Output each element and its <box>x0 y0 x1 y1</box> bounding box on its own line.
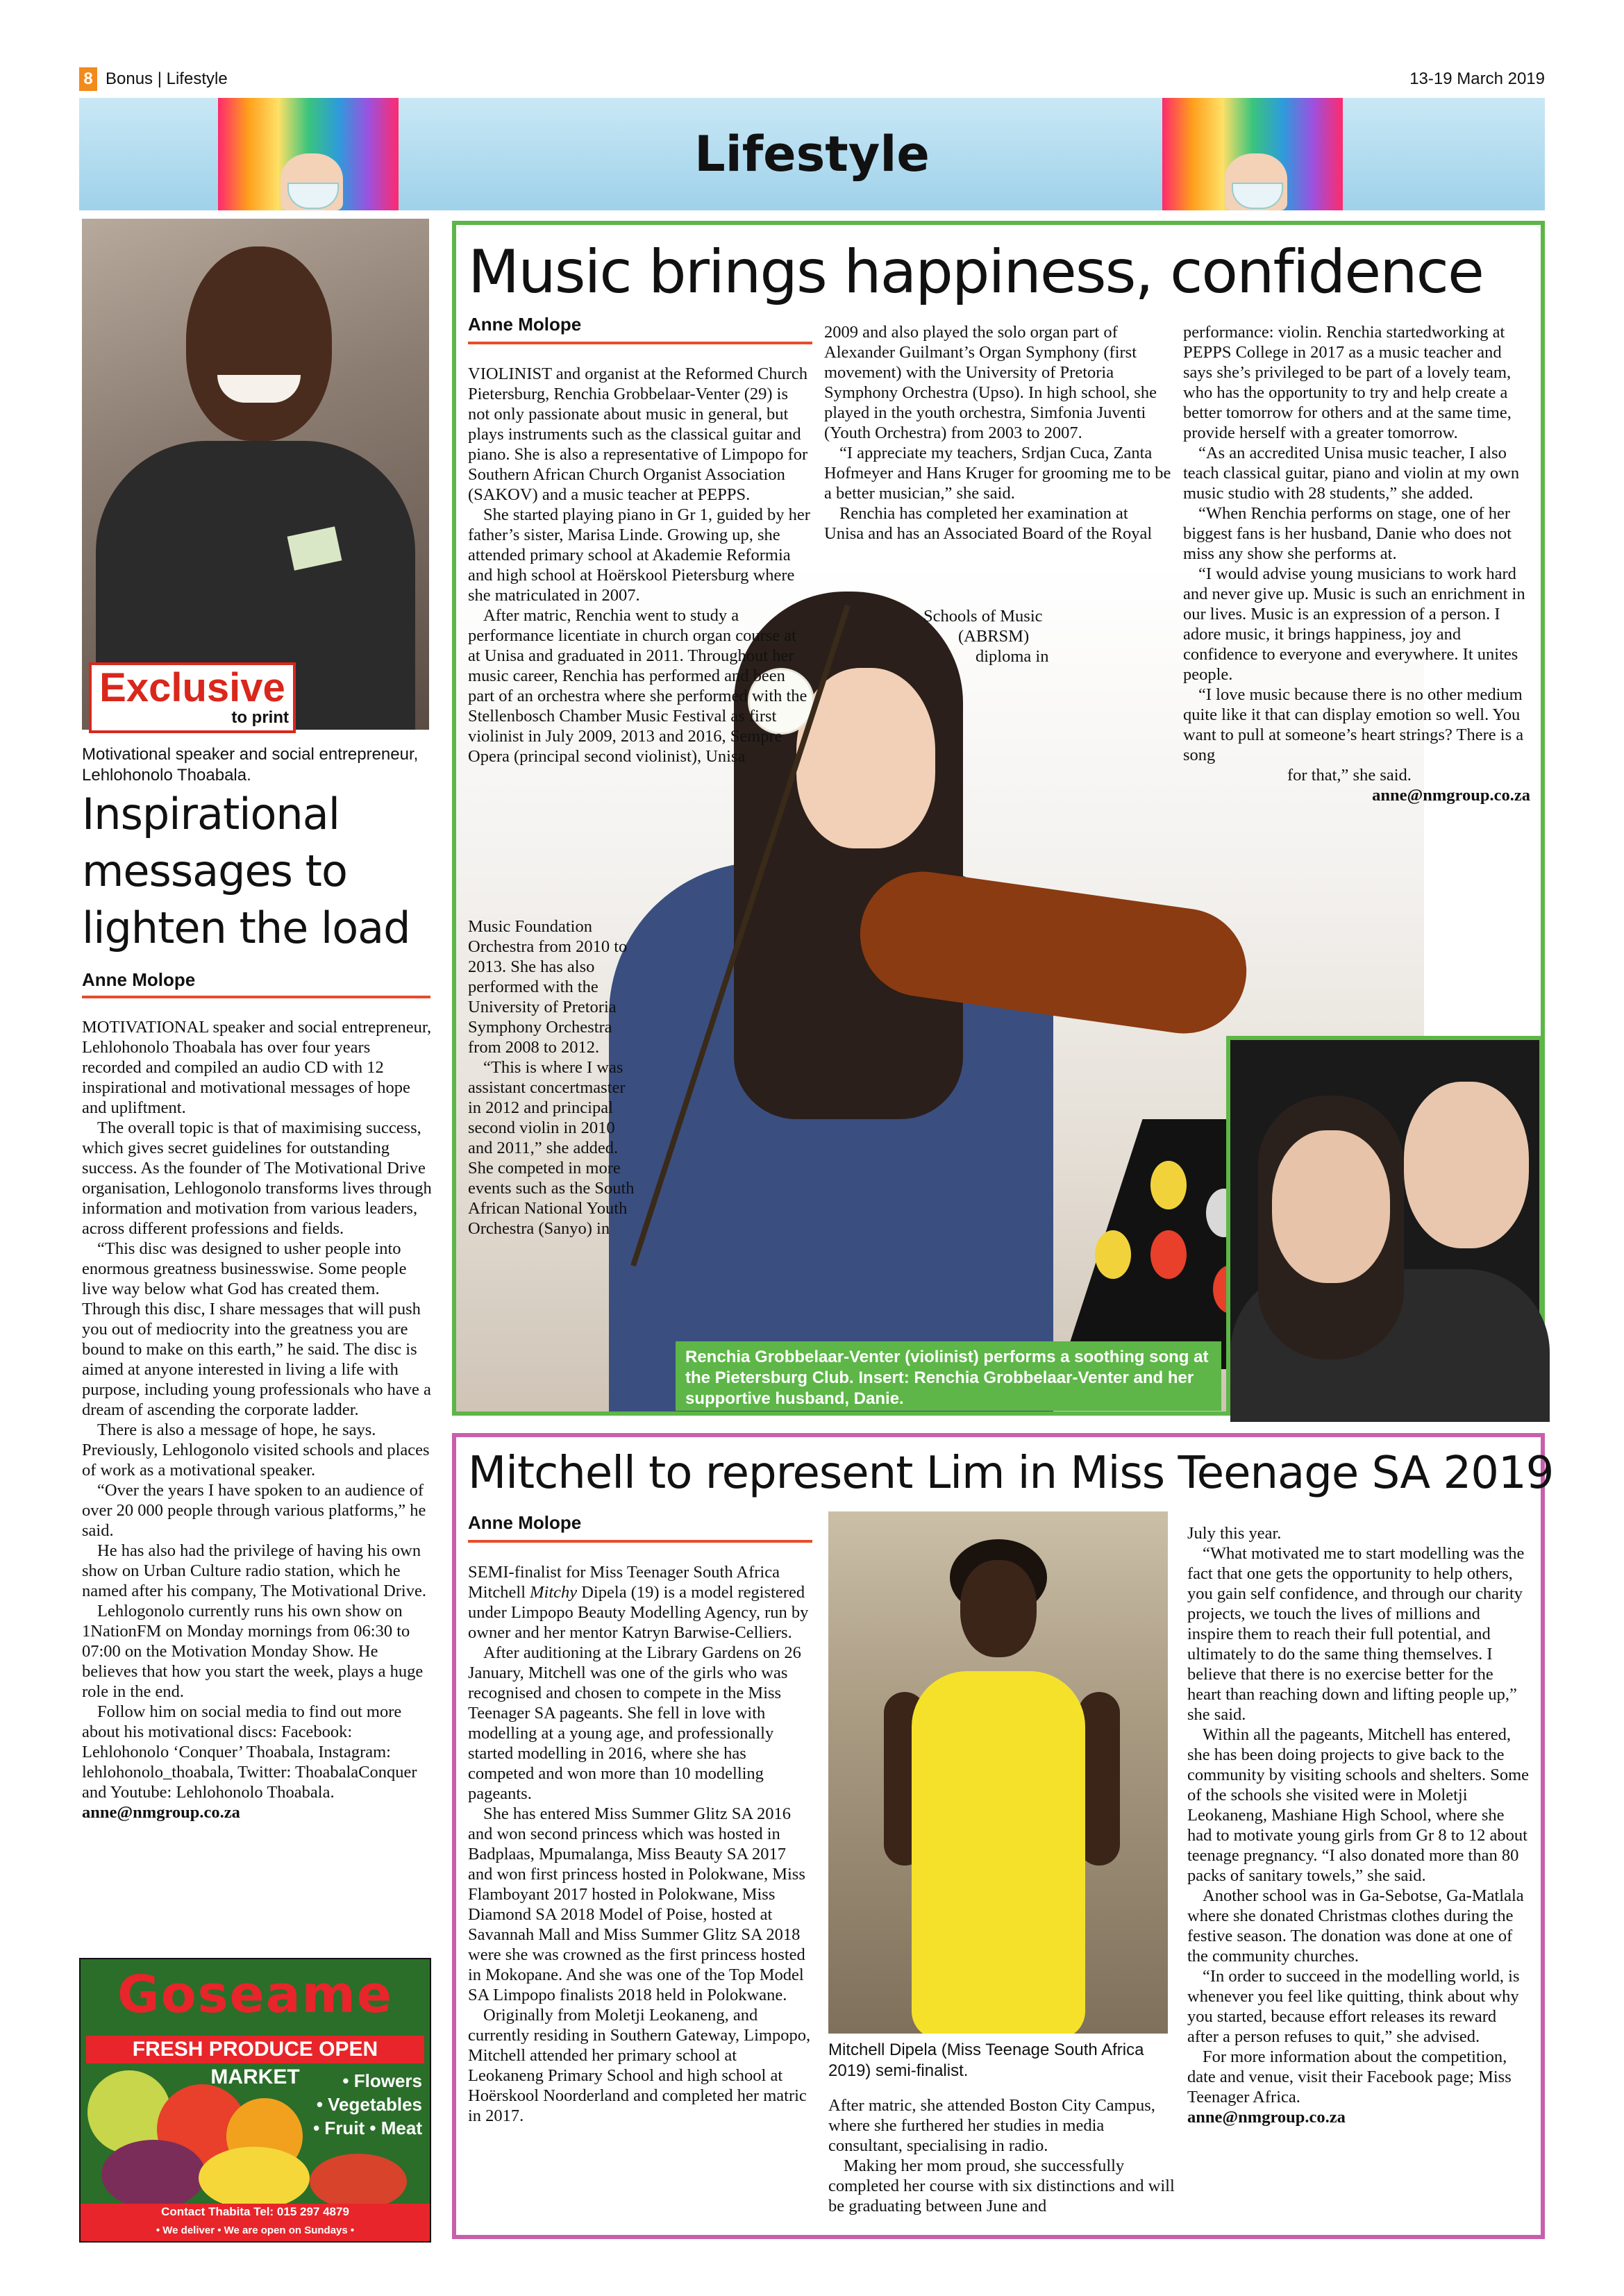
ad-item: • Flowers <box>342 2070 422 2091</box>
mitchell-headline: Mitchell to represent Lim in Miss Teenage SA 2019 <box>468 1448 1554 1499</box>
music-col2 <box>824 322 1171 544</box>
page-number: 8 <box>79 67 97 91</box>
body-paragraph: “I would advise young musicians to work hard and never give up. Music is such an enrichment in our lives. Music is an expression of a person. I adore music, it brings happiness, joy and confidence to everyone and everywhere. It unites people. <box>1183 564 1525 684</box>
body-paragraph: 2009 and also played the solo organ part of Alexander Guilmant’s Organ Symphony (first movement) with the University of Pretoria Symphony Orchestra (Upso). In high school, she played in the youth orchestra, Simfonia Juventi (Youth Orchestra) from 2003 to 2007. <box>824 323 1157 442</box>
body-paragraph: “I love music because there is no other medium quite like it that can display emotion so well. You want to pull at someone’s heart strings? There is a song <box>1183 685 1524 764</box>
sidebar-headline-line: Inspirational <box>82 789 340 839</box>
mitchell-photo <box>828 1511 1168 2034</box>
ad-item: • Fruit • Meat <box>313 2118 422 2138</box>
body-paragraph: “This is where I was assistant concertmaster in 2012 and principal second violin in 2010 and 2011,” she added. She competed in more events such as the South African National Youth Orchestra (Sanyo) in <box>468 1058 635 1238</box>
body-paragraph: Making her mom proud, she successfully completed her course with six distinctions and will be graduating between June and <box>828 2156 1175 2215</box>
body-paragraph: “Over the years I have spoken to an audience of over 20 000 people through various platforms,” he said. <box>82 1481 426 1540</box>
mitchell-col3 <box>1187 1523 1530 2127</box>
music-col1 <box>468 364 812 766</box>
body-paragraph: He has also had the privilege of having his own show on Urban Culture radio station, which he named after his company, The Motivational Drive. <box>82 1541 426 1600</box>
music-col2-tail <box>916 606 1146 667</box>
body-paragraph: After matric, she attended Boston City Campus, where she furthered her studies in media consultant, specialising in radio. <box>828 2096 1155 2155</box>
ad-delivery-note: • We deliver • We are open on Sundays • <box>81 2220 430 2241</box>
body-paragraph: “What motivated me to start modelling was the fact that one gets the opportunity to help others, you gain self confidence, and through our charity projects, we touch the lives of millions and inspire them to reach their full potential, and ultimately to do the same thing themselves. I believe that there is no exercise better for the heart than reaching down and lifting people up,” she said. <box>1187 1544 1525 1724</box>
body-paragraph: There is also a message of hope, he says. Previously, Lehlogonolo visited schools and places of work as a motivational speaker. <box>82 1421 430 1480</box>
ad-tomato-image <box>310 2154 407 2209</box>
body-paragraph: For more information about the competition, date and venue, visit their Facebook page; Miss Teenager Africa. <box>1187 2047 1512 2106</box>
mitchell-email: anne@nmgroup.co.za <box>1187 2108 1346 2127</box>
section-path: Bonus | Lifestyle <box>106 69 228 88</box>
body-paragraph: MOTIVATIONAL speaker and social entrepreneur, Lehlohonolo Thoabala has over four years recorded and compiled an audio CD with 12 inspirational and motivational messages of hope and upliftment. <box>82 1018 432 1117</box>
music-col3 <box>1183 322 1530 805</box>
body-paragraph: Another school was in Ga-Sebotse, Ga-Matlala where she donated Christmas clothes during the festive season. The donation was done at one of the community churches. <box>1187 1886 1524 1966</box>
music-col1-narrow <box>468 916 640 1239</box>
photo-face-shape <box>1404 1082 1529 1248</box>
sidebar-body <box>82 1017 433 1822</box>
body-paragraph: She has entered Miss Summer Glitz SA 2016 and won second princess which was hosted in Badplaas, Mpumalanga, Miss Beauty SA 2017 and won first princess hosted in Polokwane, Miss Flamboyant 2017 hosted in Polokwane, Miss Diamond SA 2018 Model of Poise, hosted at Savannah Mall and Miss Summer Glitz SA 2018 were she was crowned as the first princess hosted in Mokopane. And she was one of the Top Model SA Limpopo finalists 2018 held in Polokwane. <box>468 1804 805 2004</box>
thoabala-photo-caption: Motivational speaker and social entrepreneur, Lehlohonolo Thoabala. <box>82 745 419 785</box>
exclusive-sub: to print <box>231 708 289 727</box>
body-paragraph: “This disc was designed to usher people into enormous greatness businesswise. Some people live way below what God has created them. Through this disc, I share messages that will push you out of mediocrity into the greatness you are bound to make on this earth,” he said. The disc is aimed at anyone interested in living a life with purpose, including young professionals who have a dream of ascending the corporate ladder. <box>82 1239 431 1419</box>
photo-face-shape <box>960 1560 1037 1657</box>
banner-title: Lifestyle <box>694 126 930 183</box>
body-paragraph: “As an accredited Unisa music teacher, I also teach classical guitar, piano and violin at my own music studio with 28 students,” she added. <box>1183 444 1520 503</box>
page-header-left <box>79 65 228 93</box>
body-paragraph: Renchia has completed her examination at Unisa and has an Associated Board of the Royal <box>824 504 1153 543</box>
ad-brand-name: Goseame <box>117 1965 394 2025</box>
sidebar-byline-rule <box>82 996 430 998</box>
couple-insert-photo <box>1226 1036 1543 1414</box>
body-paragraph: “In order to succeed in the modelling world, is whenever you feel like quitting, think about why you started, because effort releases its reward after a person refuses to quit,” she advised. <box>1187 1967 1520 2046</box>
body-paragraph: Music Foundation Orchestra from 2010 to 2013. She has also performed with the University of Pretoria Symphony Orchestra from 2008 to 2012. <box>468 917 628 1057</box>
body-paragraph: She started playing piano in Gr 1, guided by her father’s sister, Marisa Linde. Growing up, she attended primary school at Akademie Reformia and high school at Hoërskool Pietersburg where she matriculated in 2007. <box>468 505 810 605</box>
ad-contact: Contact Thabita Tel: 015 297 4879 <box>81 2204 430 2220</box>
body-text: Dipela (19) is a model registered under Limpopo Beauty Modelling Agency, run by owner and her mentor Katryn Barwise-Celliers. <box>468 1583 809 1642</box>
issue-date: 13-19 March 2019 <box>1409 69 1545 88</box>
body-paragraph: “When Renchia performs on stage, one of her biggest fans is her husband, Danie who does not miss any show she performs at. <box>1183 504 1512 563</box>
mitchell-col1 <box>468 1562 812 2126</box>
photo-light-dot <box>1150 1161 1187 1209</box>
photo-face-shape <box>1272 1130 1390 1283</box>
goseame-advert <box>79 1958 431 2243</box>
body-text: SEMI-finalist for Miss Teenager South Africa Mitchell <box>468 1563 780 1602</box>
violinist-photo-caption: Renchia Grobbelaar-Venter (violinist) performs a soothing song at the Pietersburg Club. Insert: Renchia Grobbelaar-Venter and her supportive husband, Danie. <box>676 1341 1221 1411</box>
sidebar-headline-line: lighten the load <box>82 903 410 953</box>
body-line: (ABRSM) <box>958 627 1030 646</box>
body-line: for that,” she said. <box>1287 766 1412 785</box>
sidebar-headline-line: messages to <box>82 846 347 896</box>
ad-banana-image <box>199 2147 310 2209</box>
exclusive-badge <box>89 662 296 733</box>
body-paragraph: The overall topic is that of maximising success, which gives secret guidelines for outstanding success. As the founder of The Motivational Drive organisation, Lehlogonolo transforms lives through information and motivation from various leaders, across different professions and fields. <box>82 1118 432 1238</box>
sidebar-byline: Anne Molope <box>82 969 196 990</box>
body-paragraph: July this year. <box>1187 1524 1282 1543</box>
ad-item: • Vegetables <box>316 2094 422 2115</box>
ad-plums-image <box>101 2140 206 2209</box>
music-byline-rule <box>468 342 812 344</box>
ad-items <box>283 2069 422 2140</box>
body-line: diploma in <box>976 647 1049 666</box>
sidebar-headline <box>82 786 443 957</box>
body-paragraph: Originally from Moletji Leokaneng, and currently residing in Southern Gateway, Limpopo, Mitchell attended her primary school at Leokaneng Primary School and high school at Hoërskool Noorderland and completed her matric in 2017. <box>468 2006 811 2125</box>
photo-light-dot <box>1095 1230 1131 1279</box>
music-email: anne@nmgroup.co.za <box>1372 786 1530 805</box>
body-paragraph <box>468 1562 812 1643</box>
body-paragraph: “I appreciate my teachers, Srdjan Cuca, Zanta Hofmeyer and Hans Kruger for grooming me to be a better musician,” she said. <box>824 444 1171 503</box>
body-paragraph: performance: violin. Renchia startedworking at PEPPS College in 2017 as a music teacher and says she’s privileged to be part of a lovely team, who has the opportunity to try and help create a better tomorrow for others and at the same time, provide herself with a greater tomorrow. <box>1183 323 1512 442</box>
music-headline: Music brings happiness, confidence <box>468 237 1483 307</box>
photo-face-shape <box>186 246 332 441</box>
body-paragraph: VIOLINIST and organist at the Reformed Church Pietersburg, Renchia Grobbelaar-Venter (29) is not only passionate about music in general, but plays instruments such as the classical guitar and piano. She is also a representative of Limpopo for Southern African Church Organist Association (SAKOV) and a music teacher at PEPPS. <box>468 364 808 504</box>
body-paragraph: After auditioning at the Library Gardens on 26 January, Mitchell was one of the girls who was recognised and chosen to compete in the Miss Teenager SA pageants. She fell in love with modelling at a young age, and professionally started modelling in 2016, where she has competed and won more than 10 modelling pageants. <box>468 1643 801 1803</box>
body-paragraph: Within all the pageants, Mitchell has entered, she has been doing projects to give back to the community by visiting schools and shelters. Some of the schools she visited were in Moletji Leokaneng, Mashiane High School, where she had to motivate young girls from Gr 8 to 12 about teenage pregnancy. “I also donated more than 80 packs of sanitary towels,” she said. <box>1187 1725 1530 1885</box>
music-byline: Anne Molope <box>468 314 582 335</box>
photo-dress-shape <box>912 1671 1085 2034</box>
thoabala-photo <box>82 219 429 730</box>
body-text-italic: Mitchy <box>530 1583 578 1602</box>
sidebar-email: anne@nmgroup.co.za <box>82 1803 240 1822</box>
mitchell-photo-caption: Mitchell Dipela (Miss Teenage South Africa 2019) semi-finalist. <box>828 2041 1144 2080</box>
mitchell-byline-rule <box>468 1540 812 1543</box>
body-line: Schools of Music <box>923 607 1043 626</box>
mitchell-byline: Anne Molope <box>468 1512 582 1533</box>
section-banner <box>79 98 1545 210</box>
photo-light-dot <box>1150 1230 1187 1279</box>
exclusive-word: Exclusive <box>99 665 285 710</box>
body-paragraph: Lehlogonolo currently runs his own show on 1NationFM on Monday mornings from 06:30 to 07:00 on the Motivation Monday Show. He believes that how you start the week, plays a huge role in the end. <box>82 1602 424 1701</box>
body-paragraph: Follow him on social media to find out more about his motivational discs: Facebook: Lehlohonolo ‘Conquer’ Thoabala, Instagram: lehlohonolo_thoabala, Twitter: ThoabalaConquer and Youtube: Lehlohonolo Thoabala. <box>82 1702 417 1802</box>
ad-tagline: FRESH PRODUCE OPEN MARKET <box>86 2036 424 2063</box>
body-paragraph: After matric, Renchia went to study a performance licentiate in church organ course at at Unisa and graduated in 2011. Throughout her music career, Renchia has performed and been part of an orchestra where she performed with the Stellenbosch Chamber Music Festival as first violinist in July 2009, 2013 and 2016, Sempre Opera (principal second violinist), Unisa <box>468 606 807 766</box>
mitchell-col2 <box>828 2095 1175 2216</box>
